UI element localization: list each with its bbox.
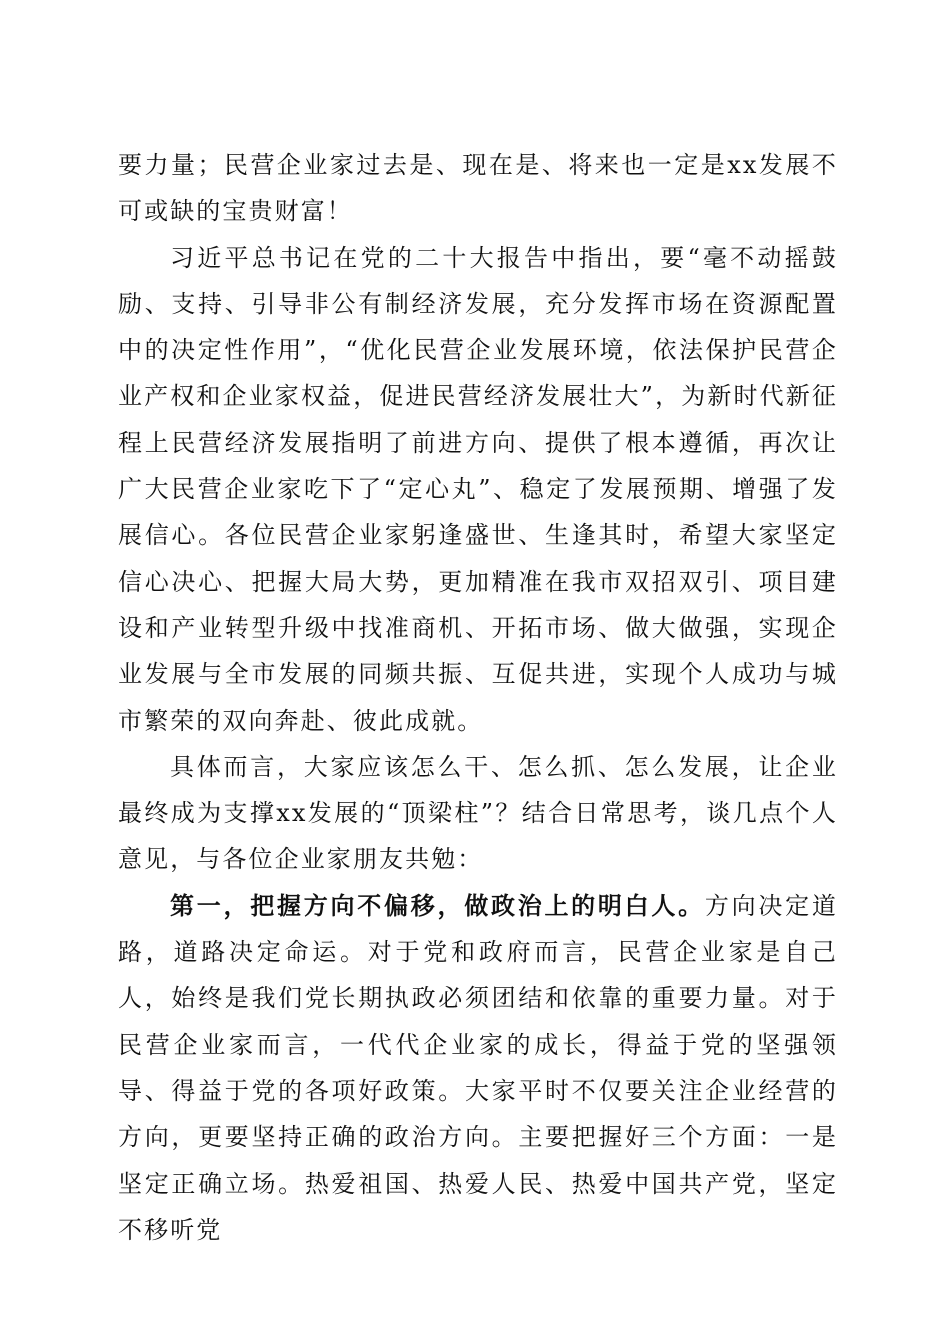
paragraph-4-bold-heading: 第一，把握方向不偏移，做政治上的明白人。: [170, 890, 705, 920]
paragraph-4: [118, 883, 838, 1253]
paragraph-1-text: 要力量；民营企业家过去是、现在是、将来也一定是xx发展不可或缺的宝贵财富！: [118, 151, 838, 226]
paragraph-2-text: 习近平总书记在党的二十大报告中指出，要“毫不动摇鼓励、支持、引导非公有制经济发展，充分发挥市场在资源配置中的决定性作用”，“优化民营企业发展环境，依法保护民营企业产权和企业家权益，促进民营经济发展壮大”，为新时代新征程上民营经济发展指明了前进方向、提供了根本遵循，再次让广大民营企业家吃下了“定心丸”、稳定了发展预期、增强了发展信心。各位民营企业家躬逢盛世、生逢其时，希望大家坚定信心决心、把握大局大势，更加精准在我市双招双引、项目建设和产业转型升级中找准商机、开拓市场、做大做强，实现企业发展与全市发展的同频共振、互促共进，实现个人成功与城市繁荣的双向奔赴、彼此成就。: [118, 243, 838, 735]
paragraph-2: [118, 235, 838, 744]
paragraph-4-text: 方向决定道路，道路决定命运。对于党和政府而言，民营企业家是自己人，始终是我们党长期执政必须团结和依靠的重要力量。对于民营企业家而言，一代代企业家的成长，得益于党的坚强领导、得益于党的各项好政策。大家平时不仅要关注企业经营的方向，更要坚持正确的政治方向。主要把握好三个方面：一是坚定正确立场。热爱祖国、热爱人民、热爱中国共产党，坚定不移听党: [118, 891, 839, 1244]
paragraph-1: [118, 142, 838, 235]
paragraph-3: [118, 744, 838, 883]
document-body: [118, 142, 838, 1253]
paragraph-3-text: 具体而言，大家应该怎么干、怎么抓、怎么发展，让企业最终成为支撑xx发展的“顶梁柱”？结合日常思考，谈几点个人意见，与各位企业家朋友共勉：: [118, 752, 838, 874]
